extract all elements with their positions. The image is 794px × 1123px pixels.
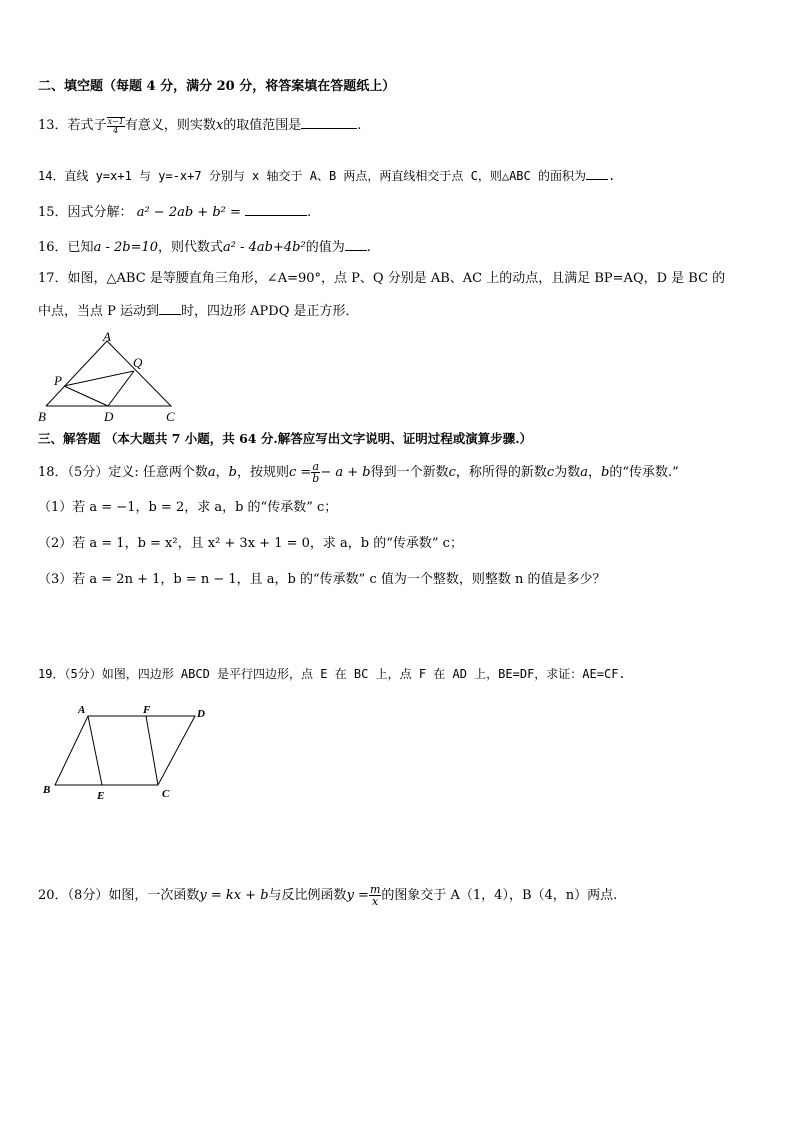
q18-part-2: （2）若 a = 1，b = x²，且 x² + 3x + 1 = 0，求 a，b 的“传承数” c； bbox=[38, 536, 463, 551]
question-17-line-1 bbox=[38, 270, 725, 288]
q20-pre: 如图，一次函数 bbox=[108, 888, 200, 903]
section-3-heading: 三、解答题 （本大题共 7 小题，共 64 分.解答应写出文字说明、证明过程或演算步骤.） bbox=[38, 431, 533, 446]
q14-number: 14． bbox=[38, 169, 65, 183]
q18-number: 18． bbox=[38, 465, 68, 480]
segment-pd bbox=[64, 386, 108, 406]
q16-pre: 已知 bbox=[67, 240, 94, 255]
q13-post: 有意义，则实数 bbox=[124, 118, 216, 133]
q15-expr: a² − 2ab + b² = bbox=[136, 205, 241, 220]
q20-inv-fraction bbox=[369, 884, 381, 907]
q18-tail: ，称所得的新数 bbox=[455, 465, 547, 480]
q16-condition: a - 2b=10 bbox=[93, 240, 158, 255]
q16-answer-blank[interactable] bbox=[345, 238, 367, 251]
q13-answer-blank[interactable] bbox=[301, 116, 357, 129]
q18-rule-post: 得到一个新数 bbox=[370, 465, 449, 480]
q18-a: a bbox=[207, 465, 216, 480]
q18-part-1: （1）若 a = −1，b = 2，求 a，b 的“传承数” c； bbox=[38, 500, 338, 515]
q17-triangle-figure bbox=[34, 330, 194, 426]
q18-c: c bbox=[448, 465, 456, 480]
q20-inv-y: y = bbox=[346, 888, 369, 903]
q18-a-2: a bbox=[580, 465, 588, 480]
q15-number: 15． bbox=[38, 205, 68, 220]
question-15 bbox=[38, 203, 311, 222]
segment-pq bbox=[64, 371, 134, 386]
q15-end: . bbox=[307, 205, 312, 220]
section-2-heading: 二、填空题（每题 4 分，满分 20 分，将答案填在答题纸上） bbox=[38, 79, 396, 94]
q17-line2-post: 时，四边形 APDQ 是正方形． bbox=[181, 304, 359, 319]
q19-parallelogram-figure bbox=[38, 700, 218, 804]
label-e: E bbox=[97, 790, 105, 802]
question-14 bbox=[38, 167, 615, 185]
q14-text: 直线 y=x+1 与 y=-x+7 分别与 x 轴交于 A、B 两点，两直线相交于点 C，则△ABC 的面积为 bbox=[64, 169, 586, 183]
label-p: P bbox=[54, 373, 62, 388]
label-a: A bbox=[78, 704, 86, 716]
q19-score: （5分） bbox=[64, 667, 102, 681]
q20-mid: 与反比例函数 bbox=[268, 888, 347, 903]
q19-number: 19． bbox=[38, 667, 65, 681]
q13-var: x bbox=[215, 118, 224, 133]
q18-sep: ， bbox=[215, 465, 229, 480]
q18-tail3: 的“传承数.” bbox=[609, 465, 679, 480]
q20-post: 的图象交于 A（1，4），B（4，n）两点. bbox=[381, 888, 618, 903]
q18-b: b bbox=[228, 465, 237, 480]
q14-answer-blank[interactable] bbox=[586, 167, 608, 180]
question-18 bbox=[38, 458, 679, 488]
q18-rule-c: c = bbox=[288, 465, 312, 480]
label-a: A bbox=[103, 330, 111, 344]
q13-fraction bbox=[107, 117, 125, 135]
q18-tail2: 为数 bbox=[554, 465, 581, 480]
q20-score: （8分） bbox=[67, 888, 109, 903]
q15-answer-blank[interactable] bbox=[245, 203, 307, 216]
label-q: Q bbox=[133, 355, 143, 370]
q13-end: . bbox=[357, 118, 362, 133]
q20-number: 20． bbox=[38, 888, 68, 903]
label-c: C bbox=[162, 788, 170, 800]
question-20 bbox=[38, 881, 617, 911]
q14-end: . bbox=[607, 169, 616, 183]
q20-inv-denominator: x bbox=[372, 895, 379, 908]
segment-fc bbox=[146, 716, 158, 785]
q18-score: （5分） bbox=[67, 465, 109, 480]
q17-line1: 如图，△ABC 是等腰直角三角形，∠A=90°，点 P、Q 分别是 AB、AC 上的动点，且满足 BP=AQ，D 是 BC 的 bbox=[67, 271, 726, 286]
label-f: F bbox=[143, 704, 151, 716]
q16-post: 的值为 bbox=[305, 240, 345, 255]
q16-mid: ，则代数式 bbox=[158, 240, 224, 255]
q20-inv-numerator: m bbox=[369, 883, 381, 896]
q13-sqrt-radicand: x−1 bbox=[107, 116, 124, 126]
label-d: D bbox=[197, 708, 205, 720]
q19-text: 如图，四边形 ABCD 是平行四边形，点 E 在 BC 上，点 F 在 AD 上，BE=DF，求证：AE=CF. bbox=[101, 667, 626, 681]
q18-sep-2: ， bbox=[587, 465, 601, 480]
parallelogram-abcd bbox=[55, 716, 195, 785]
q15-pre: 因式分解： bbox=[67, 205, 133, 220]
segment-qd bbox=[108, 371, 134, 406]
q18-rule-denominator: b bbox=[312, 472, 320, 485]
q13-post2: 的取值范围是 bbox=[223, 118, 302, 133]
q13-pre: 若式子 bbox=[67, 118, 107, 133]
q17-answer-blank[interactable] bbox=[159, 302, 181, 315]
q13-number: 13． bbox=[38, 118, 68, 133]
label-d: D bbox=[104, 409, 114, 424]
triangle-abc bbox=[46, 341, 171, 406]
label-b: B bbox=[43, 784, 51, 796]
label-b: B bbox=[38, 409, 46, 424]
q16-end: . bbox=[366, 240, 371, 255]
q18-part-3: （3）若 a = 2n + 1，b = n − 1，且 a，b 的“传承数” c 值为一个整数，则整数 n 的值是多少？ bbox=[38, 572, 606, 587]
q18-rule-rest: − a + b bbox=[320, 465, 371, 480]
q16-number: 16． bbox=[38, 240, 68, 255]
q17-number: 17． bbox=[38, 271, 68, 286]
label-c: C bbox=[166, 409, 175, 424]
q16-expr: a² - 4ab+4b² bbox=[223, 240, 306, 255]
segment-ae bbox=[88, 716, 102, 785]
q18-rule-pre: ，按规则 bbox=[236, 465, 289, 480]
q13-denominator: 4 bbox=[113, 125, 119, 135]
question-19 bbox=[38, 665, 626, 683]
q18-rule-numerator: a bbox=[312, 460, 320, 473]
q18-rule-fraction bbox=[311, 461, 320, 484]
q18-c-2: c bbox=[546, 465, 555, 480]
question-13 bbox=[38, 116, 361, 135]
question-16 bbox=[38, 238, 371, 257]
q18-pre: 定义: 任意两个数 bbox=[108, 465, 208, 480]
q18-b-2: b bbox=[600, 465, 610, 480]
q20-linear: y = kx + b bbox=[199, 888, 269, 903]
q17-line2-pre: 中点，当点 P 运动到 bbox=[38, 304, 160, 319]
question-17-line-2 bbox=[38, 302, 359, 321]
